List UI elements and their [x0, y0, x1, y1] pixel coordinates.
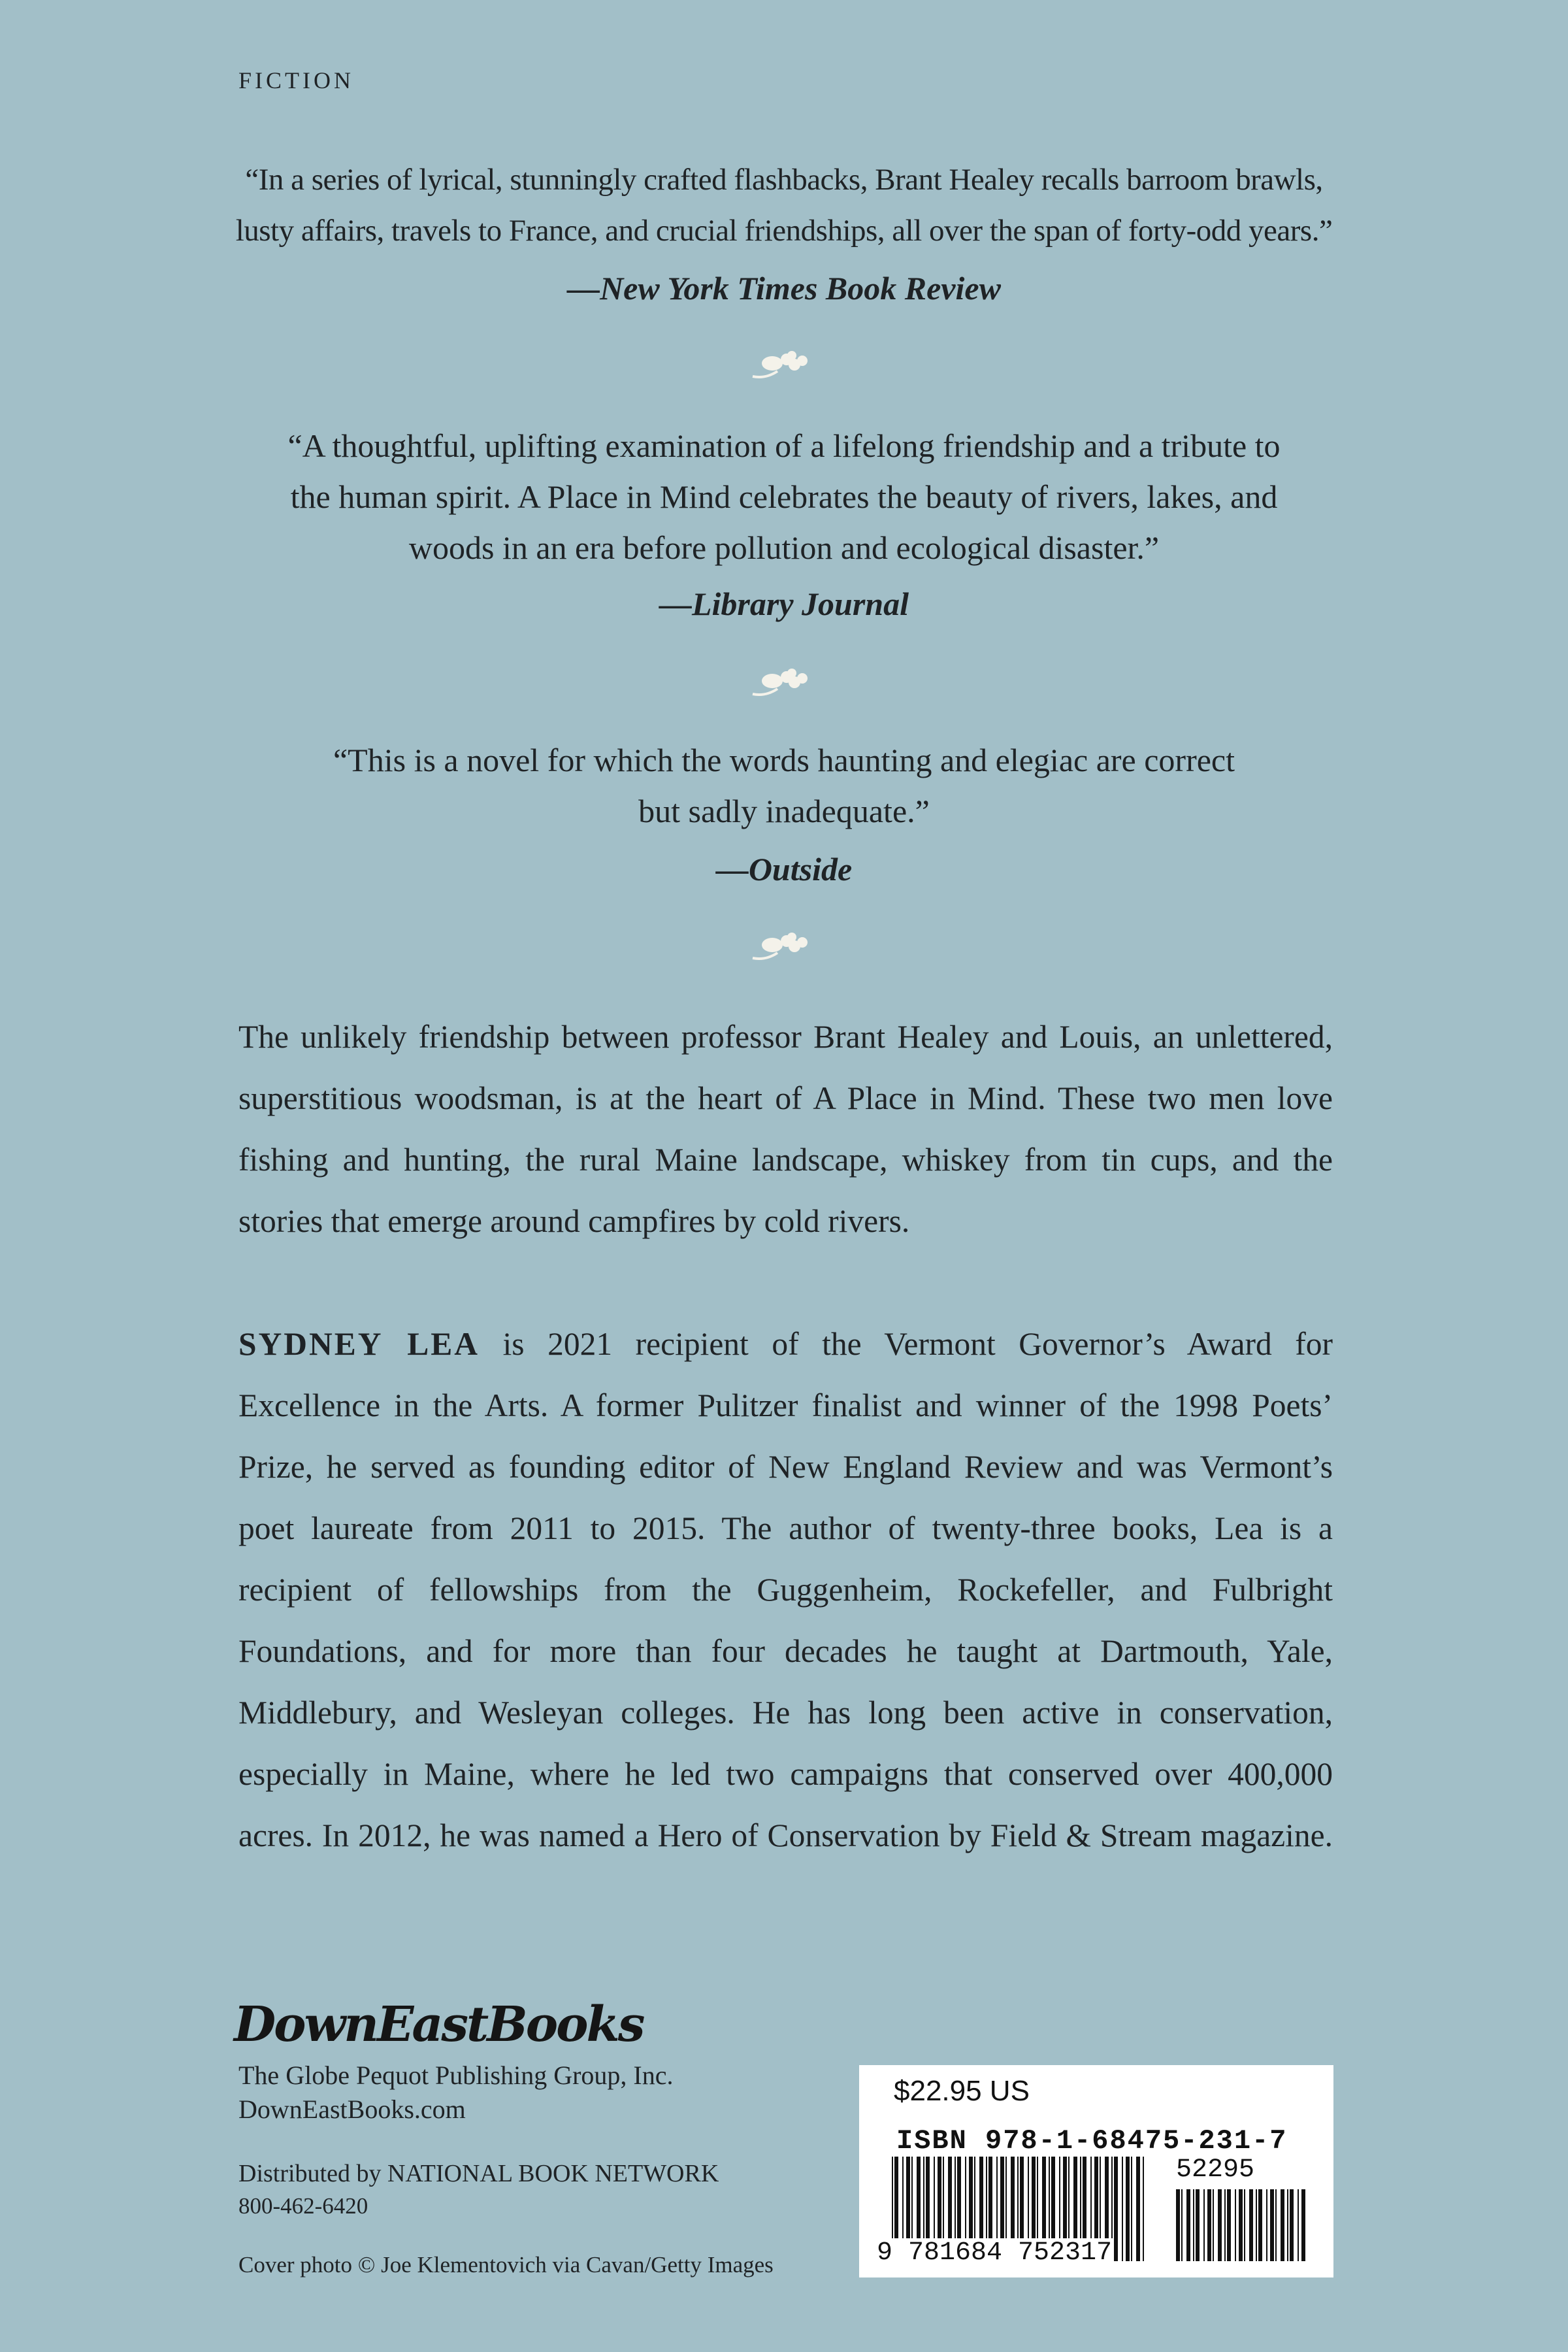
- bio-line: Excellence in the Arts. A former Pulitzer finalist and winner of the 1998 Poets’: [238, 1387, 1333, 1423]
- author-name: SYDNEY LEA: [238, 1326, 480, 1362]
- barcode-bar: [1270, 2189, 1274, 2261]
- barcode-bar: [1136, 2157, 1140, 2261]
- bio-first-line: [238, 1314, 1333, 1375]
- barcode-bar: [1203, 2189, 1205, 2261]
- price-label: $22.95 US: [894, 2075, 1030, 2107]
- barcode-bar: [1244, 2189, 1245, 2261]
- review-line: woods in an era before pollution and ecological disaster.”: [408, 529, 1160, 566]
- addon-digits: 52295: [1176, 2155, 1255, 2185]
- barcode-bar: [1281, 2189, 1284, 2261]
- barcode-bar: [1298, 2189, 1299, 2261]
- review-line: lusty affairs, travels to France, and crucial friendships, all over the span of forty-odd years.”: [235, 214, 1333, 248]
- distributor: Distributed by NATIONAL BOOK NETWORK: [238, 2160, 719, 2187]
- barcode-bar: [1181, 2189, 1183, 2261]
- barcode-bar: [1290, 2189, 1294, 2261]
- review-quote-1: [216, 154, 1352, 256]
- review-source-2: —Library Journal: [659, 586, 909, 622]
- review-quote-2: [216, 420, 1352, 573]
- barcode-bar: [1275, 2189, 1277, 2261]
- barcode-bar: [1249, 2189, 1253, 2261]
- barcode-bar: [1287, 2189, 1288, 2261]
- bio-line: Prize, he served as founding editor of New England Review and was Vermont’s: [238, 1449, 1333, 1485]
- barcode-bar: [1301, 2189, 1305, 2261]
- synopsis-line: The unlikely friendship between professor Brant Healey and Louis, an unlettered,: [238, 1019, 1333, 1055]
- barcode-bar: [1266, 2189, 1267, 2261]
- barcode-bar: [1186, 2189, 1190, 2261]
- barcode-bar: [1193, 2189, 1194, 2261]
- category-label: FICTION: [238, 67, 354, 93]
- barcode-bar: [1176, 2189, 1180, 2261]
- synopsis-line: stories that emerge around campfires by cold rivers.: [238, 1203, 910, 1239]
- publisher-logo: DownEastBooks: [234, 1996, 644, 2053]
- ean-digits: 9 781684 752317: [877, 2238, 1113, 2268]
- bio-line: acres. In 2012, he was named a Hero of Conservation by Field & Stream magazine.: [238, 1817, 1333, 1853]
- barcode-bar: [1196, 2189, 1200, 2261]
- review-line: “A thoughtful, uplifting examination of a lifelong friendship and a tribute to: [287, 427, 1281, 464]
- bio-first-line-text: is 2021 recipient of the Vermont Governor’s Award for: [480, 1326, 1333, 1362]
- barcode-bar: [1213, 2189, 1214, 2261]
- isbn-label: ISBN 978-1-68475-231-7: [896, 2125, 1288, 2157]
- barcode-bar: [1122, 2157, 1123, 2261]
- cover-credit: Cover photo © Joe Klementovich via Cavan/Getty Images: [238, 2252, 774, 2277]
- barcode-bar: [1114, 2157, 1118, 2261]
- bio-line: recipient of fellowships from the Guggenheim, Rockefeller, and Fulbright: [238, 1572, 1333, 1608]
- synopsis: [238, 1006, 1333, 1252]
- leaf-ornament-icon: [746, 927, 822, 966]
- synopsis-line: superstitious woodsman, is at the heart of A Place in Mind. These two men love: [238, 1080, 1333, 1116]
- bio-line: poet laureate from 2011 to 2015. The author of twenty-three books, Lea is a: [238, 1510, 1333, 1546]
- barcode-bar: [1235, 2189, 1236, 2261]
- barcode-bar: [1224, 2189, 1226, 2261]
- review-quote-3: [216, 735, 1352, 836]
- author-bio: [238, 1314, 1333, 1866]
- leaf-ornament-icon: [746, 663, 822, 702]
- bio-line: Foundations, and for more than four decades he taught at Dartmouth, Yale,: [238, 1633, 1333, 1669]
- publisher-website: DownEastBooks.com: [238, 2095, 466, 2124]
- review-source-1: —New York Times Book Review: [567, 270, 1001, 306]
- review-line: “In a series of lyrical, stunningly crafted flashbacks, Brant Healey recalls barroom brawls,: [245, 163, 1323, 197]
- review-line: the human spirit. A Place in Mind celebrates the beauty of rivers, lakes, and: [290, 478, 1278, 515]
- synopsis-line: fishing and hunting, the rural Maine landscape, whiskey from tin cups, and the: [238, 1142, 1333, 1178]
- barcode-bar: [1258, 2189, 1262, 2261]
- barcode-bar: [1239, 2189, 1243, 2261]
- barcode-bar: [1256, 2189, 1257, 2261]
- barcode-bar: [1207, 2189, 1211, 2261]
- review-line: “This is a novel for which the words haunting and elegiac are correct: [333, 742, 1235, 778]
- review-source-3: —Outside: [715, 851, 853, 887]
- publisher-group: The Globe Pequot Publishing Group, Inc.: [238, 2061, 674, 2090]
- barcode-bar: [1143, 2157, 1144, 2261]
- leaf-ornament-icon: [746, 345, 822, 384]
- review-line: but sadly inadequate.”: [638, 793, 930, 829]
- barcode-bar: [1227, 2189, 1231, 2261]
- barcode-bar: [1218, 2189, 1222, 2261]
- bio-line: especially in Maine, where he led two campaigns that conserved over 400,000: [238, 1756, 1333, 1792]
- distributor-phone: 800-462-6420: [238, 2193, 368, 2219]
- barcode-bar: [1131, 2157, 1132, 2261]
- barcode-bar: [1126, 2157, 1130, 2261]
- bio-line: Middlebury, and Wesleyan colleges. He has long been active in conservation,: [238, 1695, 1333, 1731]
